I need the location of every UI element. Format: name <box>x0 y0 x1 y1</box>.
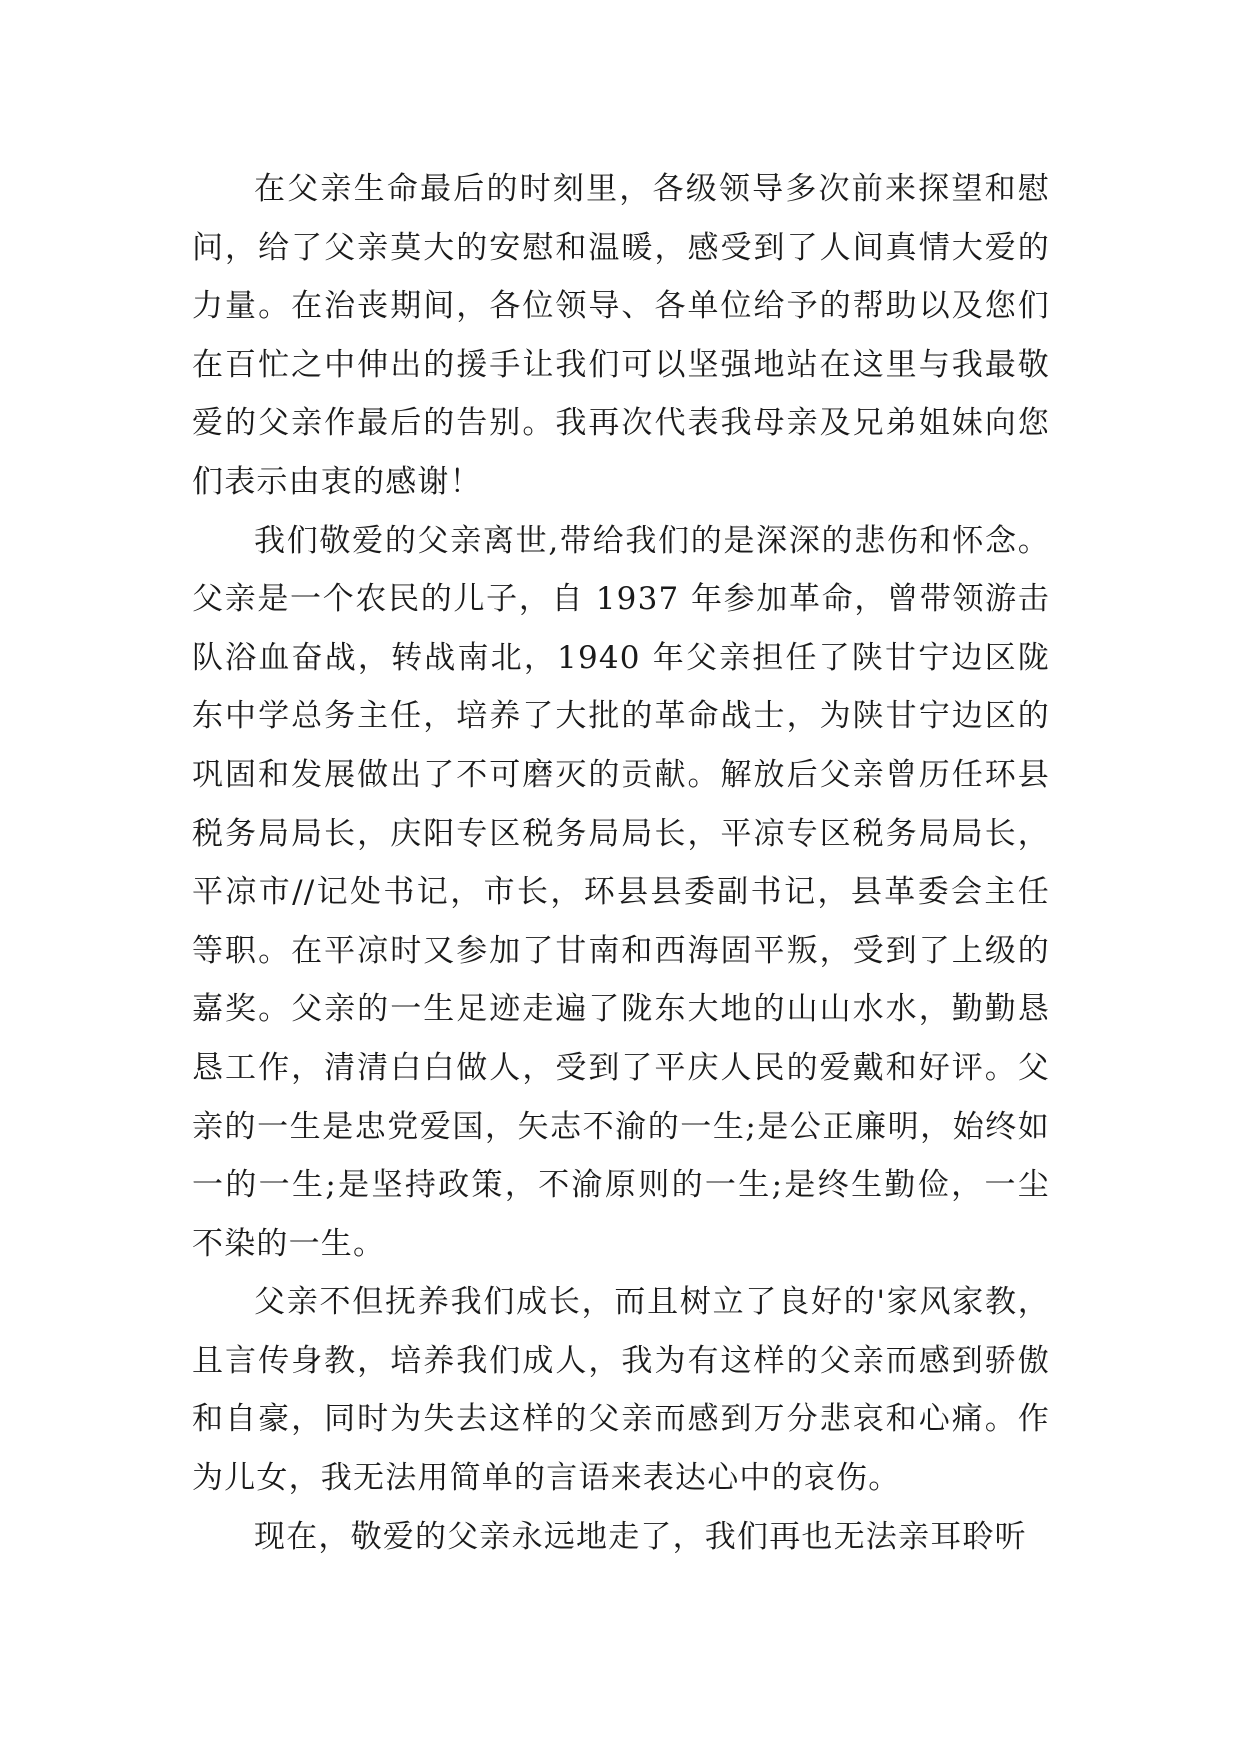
paragraph-condolence-thanks: 在父亲生命最后的时刻里，各级领导多次前来探望和慰问，给了父亲莫大的安慰和温暖，感受到了人间真情大爱的力量。在治丧期间，各位领导、各单位给予的帮助以及您们在百忙之中伸出的援手让我们可以坚强地站在这里与我最敬爱的父亲作最后的告别。我再次代表我母亲及兄弟姐妹向您们表示由衷的感谢！ <box>192 171 1050 500</box>
paragraph-father-biography: 我们敬爱的父亲离世,带给我们的是深深的悲伤和怀念。父亲是一个农民的儿子，自 1937 年参加革命，曾带领游击队浴血奋战，转战南北，1940 年父亲担任了陕甘宁边区陇东中学总务主任，培养了大批的革命战士，为陕甘宁边区的巩固和发展做出了不可磨灭的贡献。解放后父亲曾历任环县税务局局长，庆阳专区税务局局长，平凉专区税务局局长，平凉市//记处书记，市长，环县县委副书记，县革委会主任等职。在平凉时又参加了甘南和西海固平叛，受到了上级的嘉奖。父亲的一生足迹走遍了陇东大地的山山水水，勤勤恳恳工作，清清白白做人，受到了平庆人民的爱戴和好评。父亲的一生是忠党爱国，矢志不渝的一生;是公正廉明，始终如一的一生;是坚持政策，不渝原则的一生;是终生勤俭，一尘不染的一生。 <box>192 522 1050 1262</box>
document-body <box>192 160 1050 1566</box>
paragraph-farewell: 现在，敬爱的父亲永远地走了，我们再也无法亲耳聆听 <box>254 1518 1027 1555</box>
paragraph-family-values: 父亲不但抚养我们成长，而且树立了良好的'家风家教，且言传身教，培养我们成人，我为有这样的父亲而感到骄傲和自豪，同时为失去这样的父亲而感到万分悲哀和心痛。作为儿女，我无法用简单的言语来表达心中的哀伤。 <box>192 1284 1050 1497</box>
